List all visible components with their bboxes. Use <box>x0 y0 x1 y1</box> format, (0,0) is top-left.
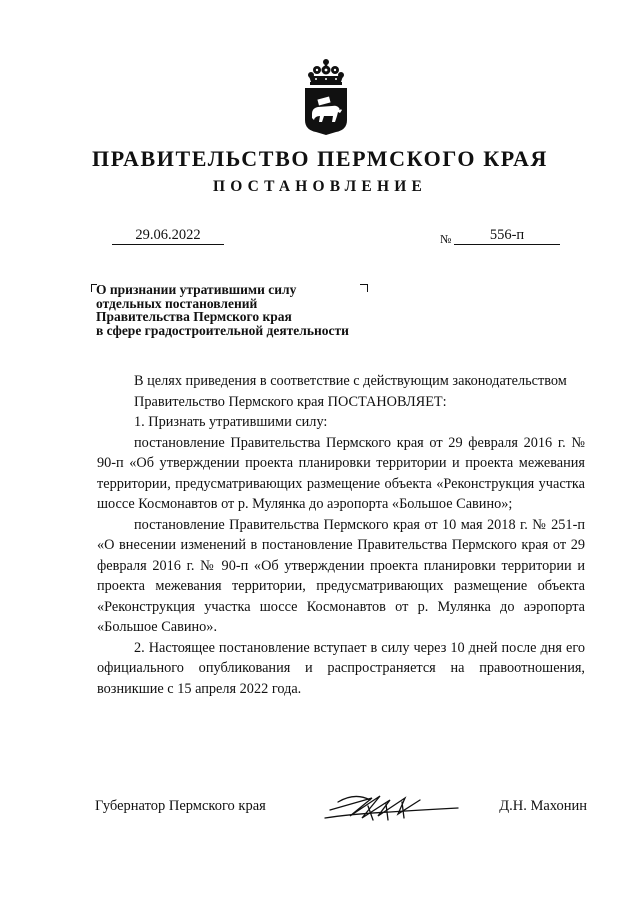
handwritten-signature <box>310 784 460 834</box>
signer-name: Д.Н. Махонин <box>499 798 587 814</box>
number-label: № <box>440 232 452 246</box>
government-title: ПРАВИТЕЛЬСТВО ПЕРМСКОГО КРАЯ <box>92 146 548 171</box>
item-2-paragraph: 2. Настоящее постановление вступает в силу через 10 дней после дня его официального опубликования и распространяется на правоотношения, возникшие с 15 апреля 2022 года. <box>97 639 585 697</box>
signature-block <box>95 796 587 836</box>
document-subject <box>96 283 416 337</box>
preamble-paragraph: В целях приведения в соответствие с действующим законодательством <box>134 373 567 389</box>
subject-line: отдельных постановлений <box>96 295 258 311</box>
repeal-paragraph-1: постановление Правительства Пермского края от 29 февраля 2016 г. № 90-п «Об утверждении проекта планировки территории и проекта межевания территории, предусматривающих размещение объекта «Реконструкция участка шоссе Космонавтов от р. Мулянка до аэропорта «Большое Савино»; <box>97 434 585 512</box>
document-date: 29.06.2022 <box>112 226 224 245</box>
document-body <box>97 371 585 699</box>
signer-position: Губернатор Пермского края <box>95 798 266 814</box>
resolution-paragraph: Правительство Пермского края ПОСТАНОВЛЯЕТ: <box>134 393 447 410</box>
document-type: ПОСТАНОВЛЕНИЕ <box>212 178 428 195</box>
subject-line: в сфере градостроительной деятельности <box>96 322 349 338</box>
perm-krai-coat-of-arms-icon <box>302 58 350 136</box>
document-number: 556-п <box>454 226 560 245</box>
subject-line: Правительства Пермского края <box>96 309 292 325</box>
repeal-paragraph-2: постановление Правительства Пермского края от 10 мая 2018 г. № 251-п «О внесении изменений в постановление Правительства Пермского края от 29 февраля 2016 г. № 90-п «Об утверждении проекта планировки территории и проекта межевания территории, предусматривающих размещение объекта «Реконструкция участка шоссе Космонавтов от р. Мулянка до аэропорта «Большое Савино». <box>97 516 585 635</box>
subject-line: О признании утратившими силу <box>96 282 297 297</box>
item-1-paragraph: 1. Признать утратившими силу: <box>134 414 328 430</box>
